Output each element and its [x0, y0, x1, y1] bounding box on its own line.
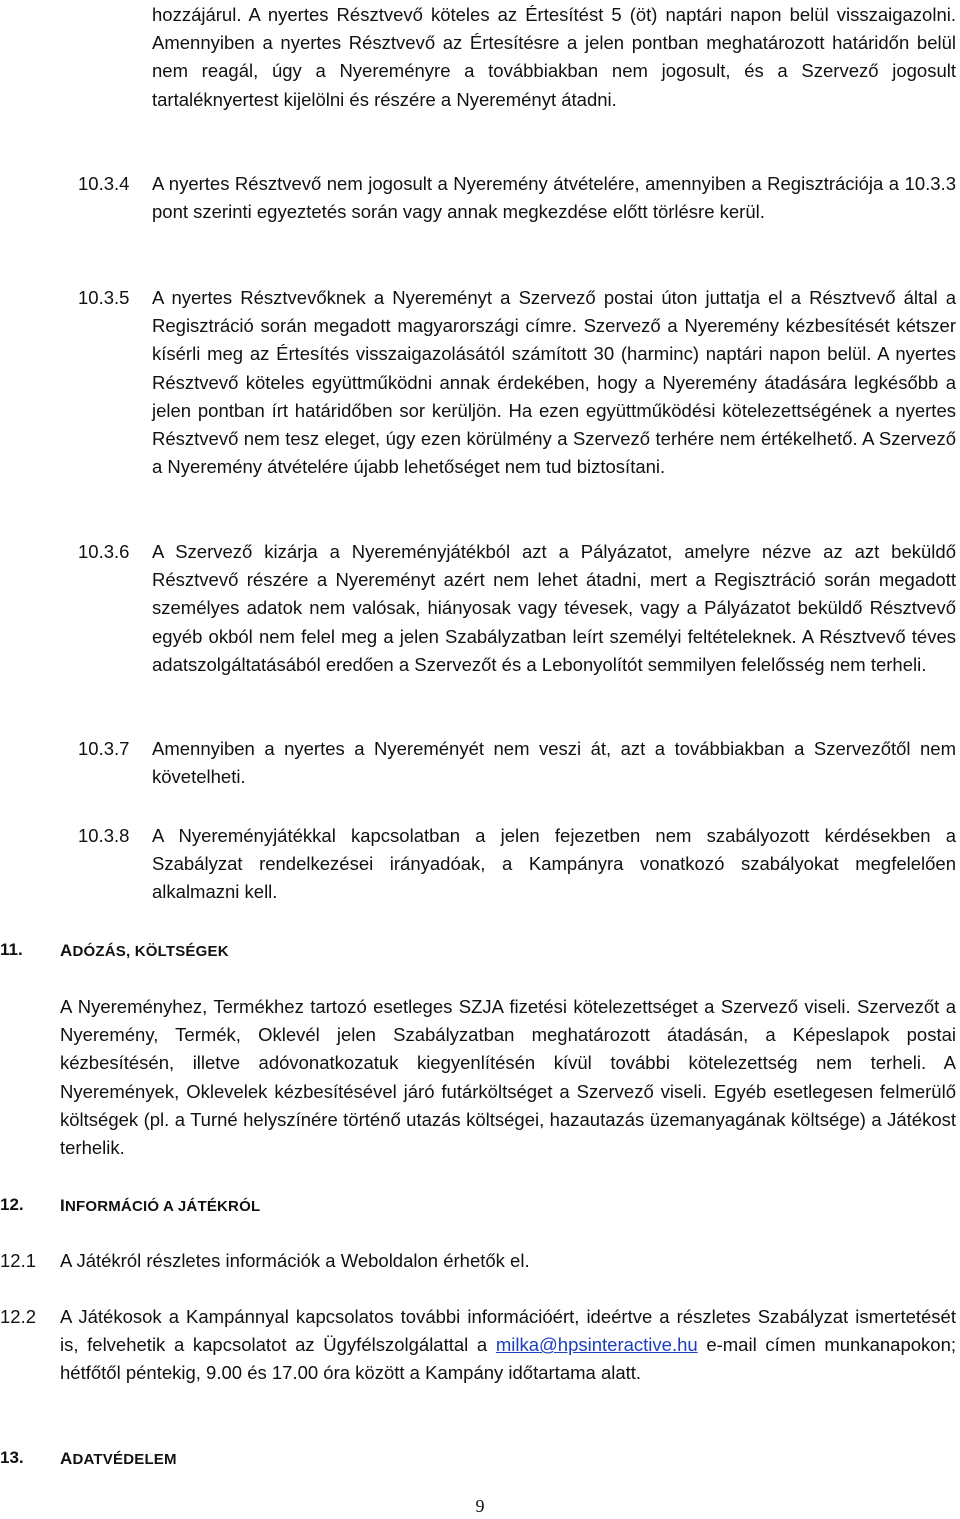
- section-12-number: 12.: [0, 1195, 24, 1214]
- item-text-10-3-8: A Nyereményjátékkal kapcsolatban a jelen fejezetben nem szabályozott kérdésekben a Szabályzat rendelkezései irányadóak, a Kampányra vonatkozó szabályokat megfelelően alkalmazni kell.: [152, 825, 956, 903]
- item-number-12-1: 12.1: [0, 1250, 37, 1271]
- continuation-paragraph: hozzájárul. A nyertes Résztvevő köteles az Értesítést 5 (öt) naptári napon belül visszaigazolni. Amennyiben a nyertes Résztvevő az Értesítésre a jelen pontban meghatározott határidőn belül nem reagál, úgy a Nyereményre a továbbiakban nem jogosult, és a Szervező jogosult tartaléknyertest kijelölni és részére a Nyereményt átadni.: [152, 4, 956, 110]
- item-text-10-3-6: A Szervező kizárja a Nyereményjátékból azt a Pályázatot, amelyre nézve az azt beküldő Résztvevő részére a Nyereményt azért nem lehet átadni, mert a Regisztráció során megadott személyes adatok nem valósak, hiányosak vagy tévesek, vagy a Pályázatot beküldő Résztvevő egyéb okból nem felel meg a jelen Szabályzatban leírt személyi feltételeknek. A Résztvevő téves adatszolgáltatásából eredően a Szervezőt és a Lebonyolítót semmilyen felelősség nem terheli.: [152, 541, 956, 675]
- section-11-body: A Nyereményhez, Termékhez tartozó esetleges SZJA fizetési kötelezettséget a Szervező viseli. Szervezőt a Nyeremény, Termék, Oklevél jelen Szabályzatban meghatározott átadásán, a Képeslapok postai kézbesítésén, illetve adóvonatkozatuk kiegyenlítésén kívül további kötelezettség nem terheli. A Nyeremények, Oklevelek kézbesítésével járó futárköltséget a Szervező viseli. Egyéb esetlegesen felmerülő költségek (pl. a Turné helyszínére történő utazás költségei, hazautazás üzemanyagának költsége) a Játékost terhelik.: [60, 996, 956, 1159]
- page-number: 9: [475, 1496, 485, 1516]
- item-number-12-2: 12.2: [0, 1306, 37, 1327]
- item-number-10-3-6: 10.3.6: [78, 541, 130, 562]
- item-number-10-3-5: 10.3.5: [78, 287, 130, 308]
- item-text-12-2: [60, 1303, 956, 1388]
- item-number-10-3-7: 10.3.7: [78, 738, 130, 759]
- section-11-number: 11.: [0, 940, 23, 959]
- section-13-title-rest: DATVÉDELEM: [72, 1451, 177, 1468]
- item-text-10-3-7: Amennyiben a nyertes a Nyereményét nem veszi át, azt a továbbiakban a Szervezőtől nem követelheti.: [152, 738, 956, 788]
- item-text-10-3-4: A nyertes Résztvevő nem jogosult a Nyeremény átvételére, amennyiben a Regisztrációja a 10.3.3 pont szerinti egyeztetés során vagy annak megkezdése előtt törlésre kerül.: [152, 173, 956, 223]
- section-13-number: 13.: [0, 1448, 24, 1467]
- item-text-12-1: A Játékról részletes információk a Weboldalon érhetők el.: [60, 1250, 530, 1271]
- support-email-link[interactable]: milka@hpsinteractive.hu: [495, 1334, 698, 1356]
- section-13-title: [60, 1449, 177, 1469]
- section-12-title-cap: I: [60, 1196, 65, 1215]
- section-12-title: [60, 1196, 260, 1216]
- item-text-12-2-before: A Játékosok a Kampánnyal kapcsolatos további információért, ideértve a részletes Szabályzat ismertetését is, felvehetik a kapcsolatot az Ügyfélszolgálattal a: [60, 1306, 956, 1356]
- item-text-10-3-5: A nyertes Résztvevőknek a Nyereményt a Szervező postai úton juttatja el a Résztvevő által a Regisztráció során megadott magyarországi címre. Szervező a Nyeremény kézbesítését kétszer kísérli meg az Értesítés visszaigazolásától számított 30 (harminc) naptári napon belül. A nyertes Résztvevő köteles együttműködni annak érdekében, hogy a Nyeremény átadására legkésőbb a jelen pontban írt határidőben sor kerüljön. Ha ezen együttműködési kötelezettségének a nyertes Résztvevő nem tesz eleget, úgy ezen körülmény a Szervező terhére nem értékelhető. A Szervező a Nyeremény átvételére újabb lehetőséget nem tud biztosítani.: [152, 287, 956, 478]
- section-13-title-cap: A: [60, 1449, 73, 1468]
- section-11-title: [60, 941, 229, 961]
- section-11-title-rest: DÓZÁS, KÖLTSÉGEK: [72, 943, 229, 960]
- item-text-12-2-after: e-mail címen munkanapokon; hétfőtől péntekig, 9.00 és 17.00 óra között a Kampány időtartama alatt.: [60, 1334, 956, 1384]
- item-number-10-3-4: 10.3.4: [78, 173, 130, 194]
- section-11-title-cap: A: [60, 941, 73, 960]
- section-12-title-rest: NFORMÁCIÓ A JÁTÉKRÓL: [64, 1198, 261, 1215]
- item-number-10-3-8: 10.3.8: [78, 825, 130, 846]
